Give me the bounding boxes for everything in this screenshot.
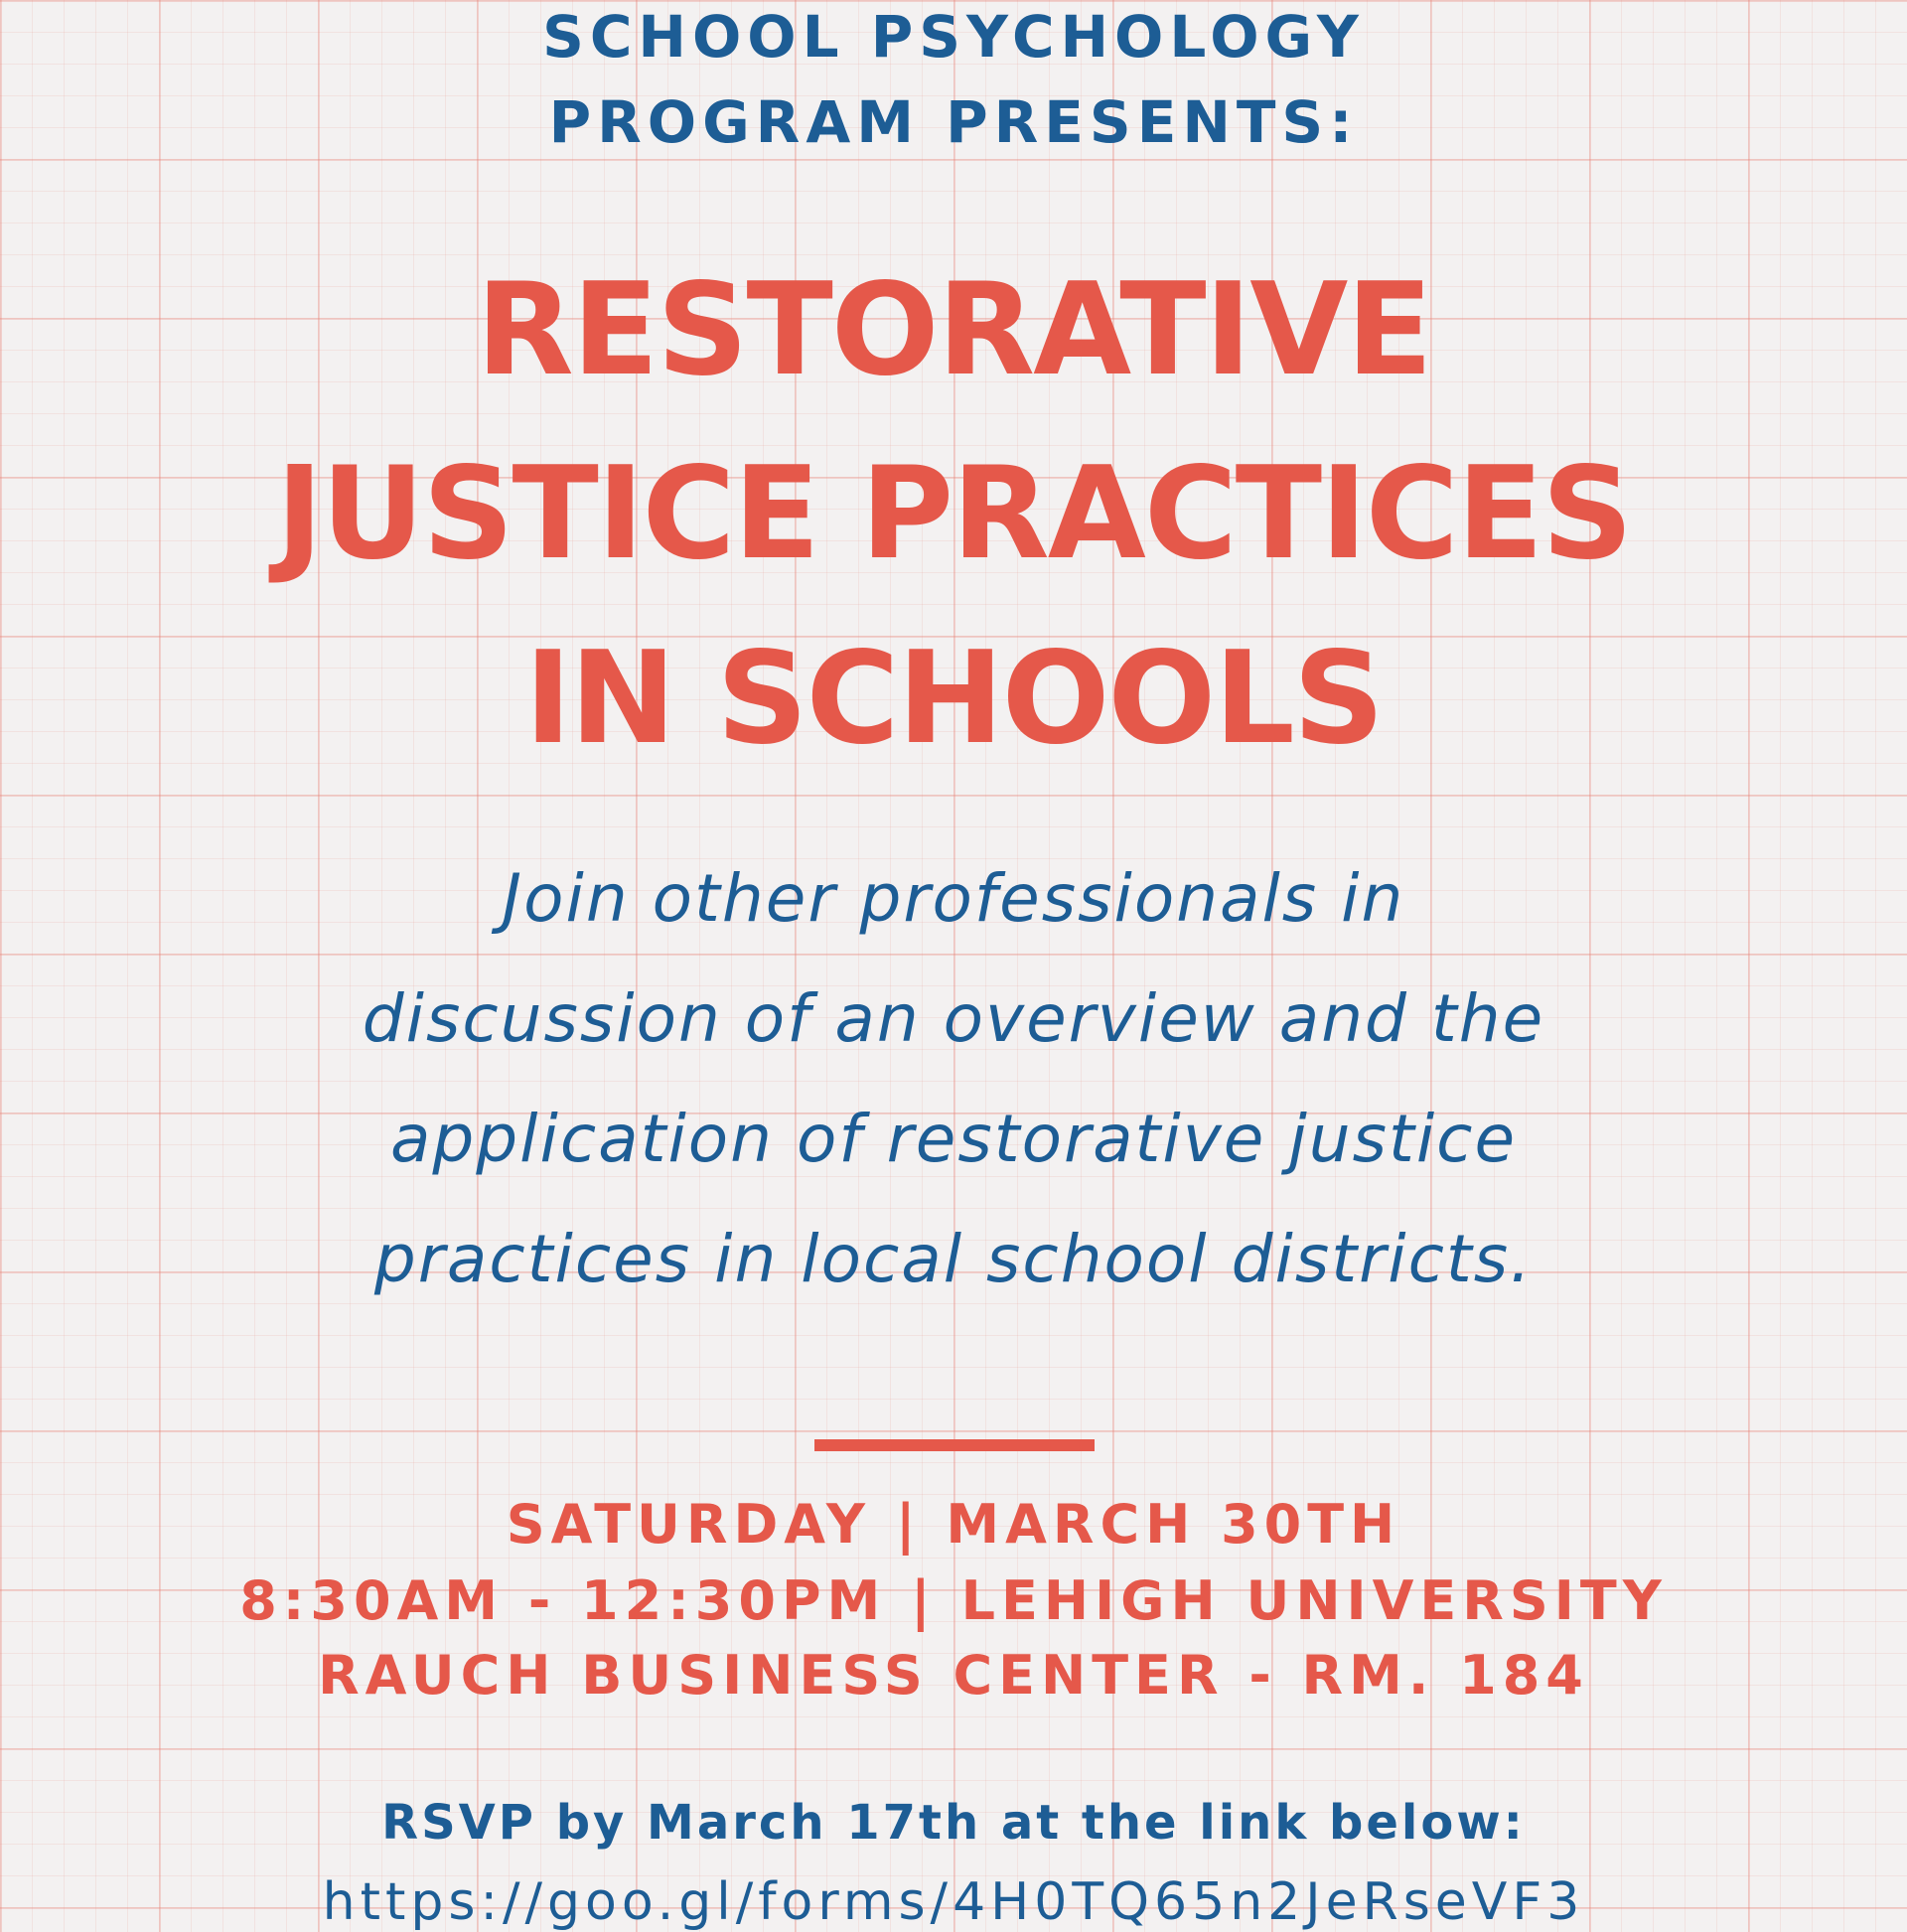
title-line-1: RESTORATIVE — [476, 256, 1431, 404]
description-line-3: application of restorative justice — [389, 1101, 1518, 1177]
rsvp-text: RSVP by March 17th at the link below: — [381, 1795, 1526, 1851]
description-line-4: practices in local school districts. — [373, 1221, 1534, 1297]
rsvp-link[interactable]: https://goo.gl/forms/4H0TQ65n2JeRseVF3 — [322, 1872, 1585, 1932]
presenter-line-2: PROGRAM PRESENTS: — [548, 88, 1359, 156]
event-room: RAUCH BUSINESS CENTER - RM. 184 — [318, 1644, 1589, 1707]
description-line-1: Join other professionals in — [502, 860, 1405, 937]
title-line-3: IN SCHOOLS — [524, 625, 1383, 773]
title-line-2: JUSTICE PRACTICES — [275, 440, 1632, 588]
section-divider — [814, 1439, 1095, 1451]
event-time-location: 8:30AM - 12:30PM | LEHIGH UNIVERSITY — [239, 1569, 1668, 1632]
event-date: SATURDAY | MARCH 30TH — [506, 1493, 1401, 1556]
description-line-2: discussion of an overview and the — [362, 980, 1545, 1057]
presenter-line-1: SCHOOL PSYCHOLOGY — [542, 3, 1365, 71]
